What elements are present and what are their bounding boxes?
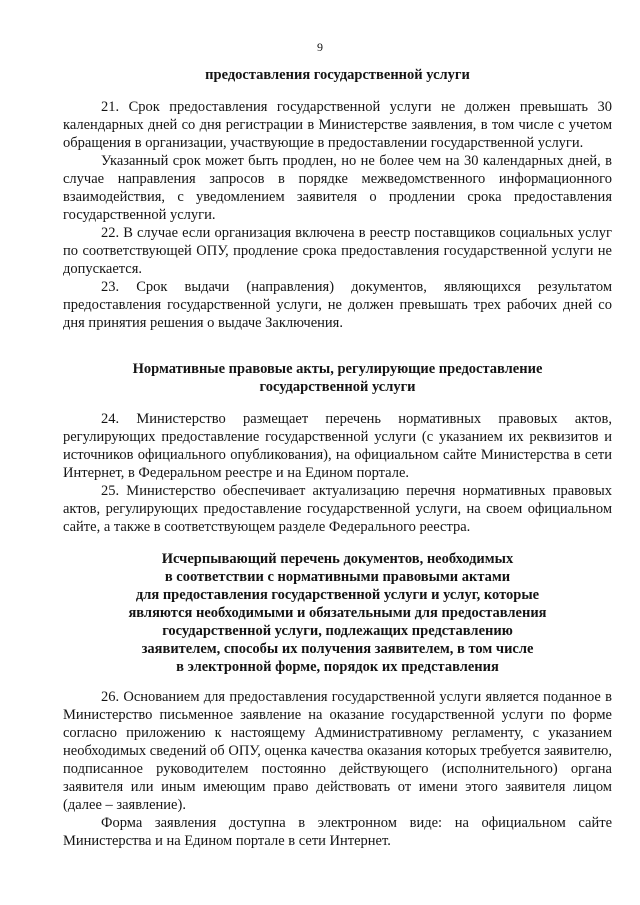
paragraph-23: 23. Срок выдачи (направления) документов, являющихся результатом предоставления государственной услуги, не должен превышать трех рабочих дней со дня принятия решения о выдаче Заключения.: [63, 279, 612, 331]
section-heading-line: являются необходимыми и обязательными для предоставления: [128, 605, 547, 621]
section-heading-line: в электронной форме, порядок их представления: [176, 659, 499, 675]
paragraph-26: 26. Основанием для предоставления государственной услуги является поданное в Министерство письменное заявление на оказание государственной услуги по форме согласно приложению к настоящему Административному регламенту, с указанием необходимых сведений об ОПУ, оценка качества оказания которых требуется заявителю, подписанное руководителем постоянно действующего (исполнительного) органа заявителя или иным имеющим право действовать от имени этого заявителя лицом (далее – заявление).: [63, 689, 612, 813]
section-heading-line: в соответствии с нормативными правовыми актами: [164, 569, 511, 585]
paragraph-21: 21. Срок предоставления государственной услуги не должен превышать 30 календарных дней со дня регистрации в Министерстве заявления, в том числе с учетом обращения в организации, участвующие в предоставлении государственной услуги.: [63, 99, 612, 151]
page-number: 9: [317, 40, 323, 54]
paragraph-24: 24. Министерство размещает перечень нормативных правовых актов, регулирующих предоставление государственной услуги (с указанием их реквизитов и источников официального опубликования), на официальном сайте Министерства в сети Интернет, в Федеральном реестре и на Едином портале.: [63, 411, 612, 481]
section-heading-line: предоставления государственной услуги: [205, 67, 470, 83]
paragraph-21-extension: Указанный срок может быть продлен, но не более чем на 30 календарных дней, в случае направления запросов в порядке межведомственного информационного взаимодействия, с уведомлением заявителя о продлении срока предоставления государственной услуги.: [63, 153, 612, 223]
section-heading-line: Нормативные правовые акты, регулирующие предоставление: [132, 361, 543, 377]
paragraph-26-form-availability: Форма заявления доступна в электронном виде: на официальном сайте Министерства и на Едином портале в сети Интернет.: [63, 815, 612, 849]
section-heading-line: для предоставления государственной услуги и услуг, которые: [135, 587, 540, 603]
section-heading-line: Исчерпывающий перечень документов, необходимых: [161, 551, 514, 567]
section-heading-line: заявителем, способы их получения заявителем, в том числе: [141, 641, 534, 657]
section-1-heading-continuation: [63, 66, 612, 84]
section-3-heading: [63, 550, 612, 676]
section-2-heading: [63, 360, 612, 396]
section-heading-line: государственной услуги, подлежащих представлению: [162, 623, 513, 639]
section-1-body: [63, 98, 612, 332]
section-heading-line: государственной услуги: [259, 379, 416, 395]
section-2-body: [63, 410, 612, 536]
section-3-body: [63, 688, 612, 850]
paragraph-22: 22. В случае если организация включена в реестр поставщиков социальных услуг по соответствующей ОПУ, продление срока предоставления государственной услуги не допускается.: [63, 225, 612, 277]
paragraph-25: 25. Министерство обеспечивает актуализацию перечня нормативных правовых актов, регулирующих предоставление государственной услуги, на своем официальном сайте, а также в соответствующем разделе Федерального реестра.: [63, 483, 612, 535]
